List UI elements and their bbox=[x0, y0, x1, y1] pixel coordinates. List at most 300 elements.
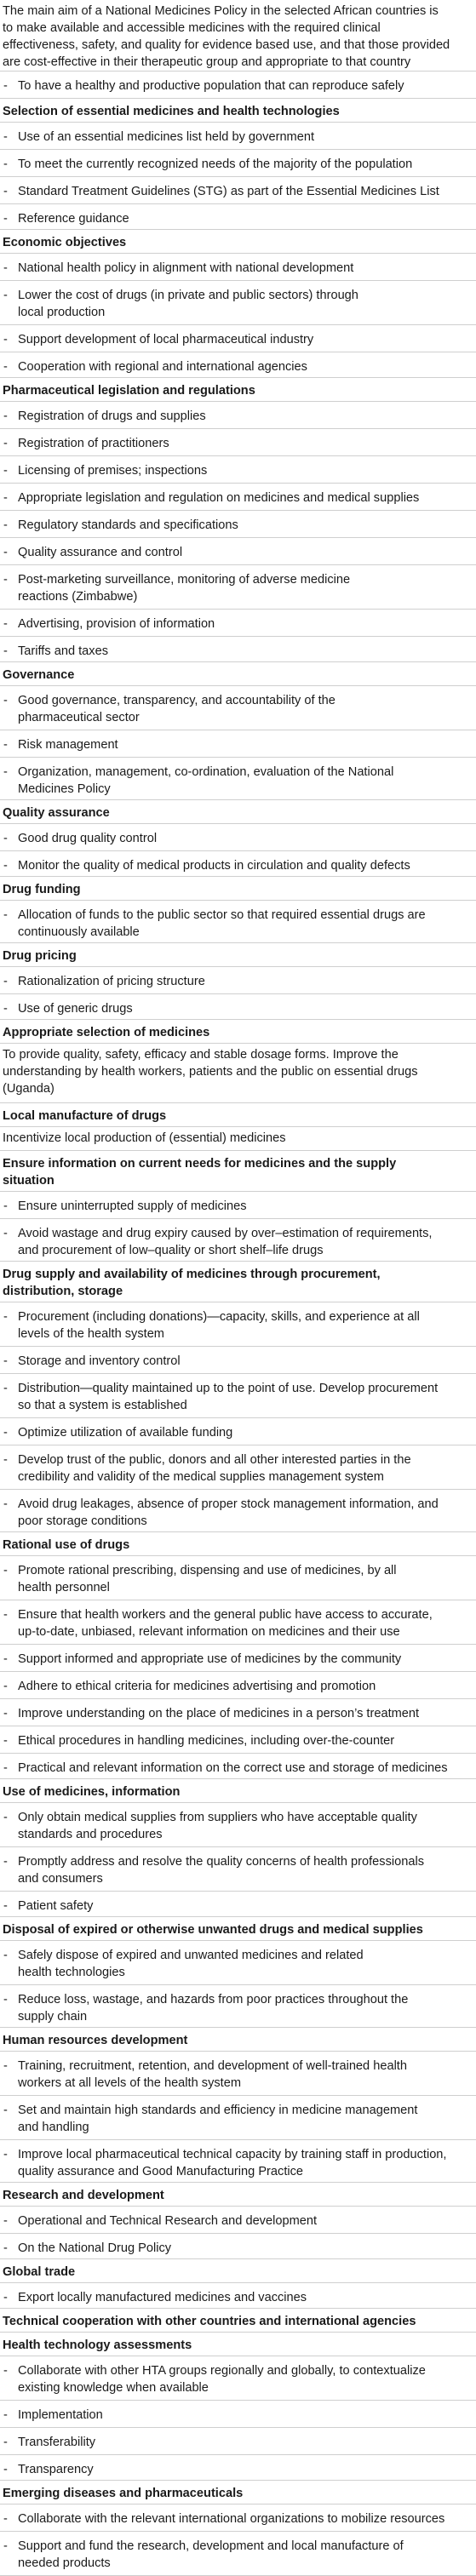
text-line: Operational and Technical Research and development bbox=[18, 2214, 318, 2228]
row-text bbox=[18, 2240, 171, 2257]
row-text bbox=[18, 210, 129, 227]
row-text bbox=[18, 287, 358, 321]
row-text bbox=[3, 1266, 381, 1300]
bullet-item bbox=[0, 150, 476, 177]
bullet-item bbox=[0, 484, 476, 511]
text-line: credibility and validity of the medical supplies management system bbox=[18, 1470, 384, 1484]
bullet-item bbox=[0, 1672, 476, 1699]
bullet-dash: - bbox=[3, 333, 8, 346]
text-line: To have a healthy and productive population that can reproduce safely bbox=[18, 79, 404, 93]
bullet-dash: - bbox=[3, 832, 8, 845]
section-heading bbox=[0, 99, 476, 123]
text-line: Health technology assessments bbox=[3, 2338, 192, 2352]
bullet-dash: - bbox=[3, 2291, 8, 2304]
row-text bbox=[3, 2485, 243, 2502]
text-line: Registration of drugs and supplies bbox=[18, 409, 206, 423]
text-line: continuously available bbox=[18, 925, 140, 939]
text-line: Drug supply and availability of medicines through procurement, bbox=[3, 1268, 381, 1281]
bullet-dash: - bbox=[3, 1564, 8, 1577]
text-line: Adhere to ethical criteria for medicines advertising and promotion bbox=[18, 1680, 376, 1693]
text-line: Risk management bbox=[18, 738, 118, 752]
bullet-item bbox=[0, 1847, 476, 1892]
row-text bbox=[18, 907, 426, 941]
bullet-dash: - bbox=[3, 2364, 8, 2378]
section-heading bbox=[0, 2028, 476, 2052]
text-line: Drug pricing bbox=[3, 949, 77, 963]
text-line: Regulatory standards and specifications bbox=[18, 518, 238, 532]
text-line: Use of generic drugs bbox=[18, 1002, 133, 1016]
text-line: and procurement of low–quality or short shelf–life drugs bbox=[18, 1244, 324, 1257]
row-text bbox=[3, 2264, 75, 2281]
bullet-dash: - bbox=[3, 1227, 8, 1240]
bullet-dash: - bbox=[3, 261, 8, 275]
text-line: existing knowledge when available bbox=[18, 2381, 209, 2395]
bullet-item bbox=[0, 72, 476, 99]
row-text bbox=[18, 973, 205, 990]
text-line: Avoid wastage and drug expiry caused by over–estimation of requirements, bbox=[18, 1227, 433, 1240]
text-line: Selection of essential medicines and health technologies bbox=[3, 105, 340, 118]
row-text bbox=[18, 571, 350, 605]
bullet-item bbox=[0, 2504, 476, 2532]
bullet-dash: - bbox=[3, 130, 8, 144]
row-text bbox=[18, 1424, 232, 1441]
bullet-item bbox=[0, 1699, 476, 1726]
row-text bbox=[3, 804, 110, 821]
text-line: Develop trust of the public, donors and all other interested parties in the bbox=[18, 1453, 411, 1467]
text-line: poor storage conditions bbox=[18, 1514, 147, 1528]
text-line: Good governance, transparency, and accountability of the bbox=[18, 694, 335, 707]
row-text bbox=[3, 1108, 166, 1125]
bullet-item bbox=[0, 325, 476, 352]
bullet-item bbox=[0, 901, 476, 943]
row-text bbox=[3, 234, 126, 251]
row-text bbox=[18, 1651, 401, 1668]
text-line: and handling bbox=[18, 2121, 89, 2134]
bullet-dash: - bbox=[3, 518, 8, 532]
text-line: Ensure uninterrupted supply of medicines bbox=[18, 1199, 247, 1213]
paragraph bbox=[0, 1044, 476, 1103]
text-line: To provide quality, safety, efficacy and stable dosage forms. Improve the bbox=[3, 1048, 399, 1062]
text-line: Improve local pharmaceutical technical capacity by training staff in production, bbox=[18, 2148, 447, 2161]
bullet-item bbox=[0, 1985, 476, 2028]
row-text bbox=[18, 544, 182, 561]
row-text bbox=[3, 881, 81, 898]
text-line: Use of medicines, information bbox=[3, 1785, 181, 1799]
text-line: Cooperation with regional and international agencies bbox=[18, 360, 307, 374]
bullet-dash: - bbox=[3, 644, 8, 658]
bullet-dash: - bbox=[3, 79, 8, 93]
bullet-item bbox=[0, 2140, 476, 2183]
bullet-item bbox=[0, 1490, 476, 1532]
text-line: Disposal of expired or otherwise unwanted drugs and medical supplies bbox=[3, 1923, 423, 1937]
bullet-dash: - bbox=[3, 617, 8, 631]
text-line: Promote rational prescribing, dispensing and use of medicines, by all bbox=[18, 1564, 397, 1577]
row-text bbox=[18, 615, 215, 633]
text-line: levels of the health system bbox=[18, 1327, 164, 1341]
bullet-dash: - bbox=[3, 2214, 8, 2228]
row-text bbox=[18, 2146, 446, 2180]
row-text bbox=[18, 1225, 432, 1259]
row-text bbox=[18, 331, 313, 348]
row-text bbox=[18, 489, 419, 507]
row-text bbox=[18, 1353, 181, 1370]
text-line: Ethical procedures in handling medicines, including over-the-counter bbox=[18, 1734, 395, 1748]
text-line: Ensure that health workers and the general public have access to accurate, bbox=[18, 1608, 433, 1622]
row-text bbox=[18, 2289, 307, 2306]
bullet-dash: - bbox=[3, 859, 8, 873]
text-line: Procurement (including donations)—capacity, skills, and experience at all bbox=[18, 1310, 420, 1324]
row-text bbox=[18, 1991, 408, 2025]
bullet-dash: - bbox=[3, 360, 8, 374]
bullet-item bbox=[0, 1445, 476, 1490]
bullet-dash: - bbox=[3, 2463, 8, 2476]
bullet-dash: - bbox=[3, 491, 8, 505]
text-line: reactions (Zimbabwe) bbox=[18, 590, 138, 604]
bullet-dash: - bbox=[3, 1652, 8, 1666]
text-line: supply chain bbox=[18, 2010, 88, 2024]
section-heading bbox=[0, 1779, 476, 1803]
bullet-item bbox=[0, 2096, 476, 2140]
bullet-dash: - bbox=[3, 1855, 8, 1869]
bullet-item bbox=[0, 686, 476, 730]
text-line: Post-marketing surveillance, monitoring of adverse medicine bbox=[18, 573, 351, 587]
bullet-item bbox=[0, 1892, 476, 1917]
section-heading bbox=[0, 378, 476, 402]
text-line: Transferability bbox=[18, 2436, 96, 2449]
text-line: Monitor the quality of medical products in circulation and quality defects bbox=[18, 859, 410, 873]
text-line: Improve understanding on the place of medicines in a person’s treatment bbox=[18, 1707, 420, 1720]
text-line: Incentivize local production of (essential) medicines bbox=[3, 1131, 286, 1145]
row-text bbox=[3, 1024, 209, 1041]
text-line: Quality assurance and control bbox=[18, 546, 183, 559]
row-text bbox=[3, 2187, 164, 2204]
text-line: Rational use of drugs bbox=[3, 1538, 130, 1552]
bullet-dash: - bbox=[3, 1899, 8, 1913]
text-line: Appropriate selection of medicines bbox=[3, 1026, 210, 1039]
bullet-dash: - bbox=[3, 212, 8, 226]
row-text bbox=[18, 1562, 397, 1596]
row-text bbox=[18, 1380, 438, 1414]
bullet-dash: - bbox=[3, 437, 8, 450]
row-text bbox=[18, 830, 157, 847]
bullet-dash: - bbox=[3, 2408, 8, 2422]
text-line: Support and fund the research, development and local manufacture of bbox=[18, 2539, 404, 2553]
text-line: Distribution—quality maintained up to the point of use. Develop procurement bbox=[18, 1382, 439, 1395]
row-text bbox=[18, 1000, 133, 1017]
bullet-item bbox=[0, 1302, 476, 1347]
bullet-item bbox=[0, 967, 476, 994]
section-heading bbox=[0, 943, 476, 967]
bullet-item bbox=[0, 1556, 476, 1600]
text-line: Collaborate with the relevant international organizations to mobilize resources bbox=[18, 2512, 445, 2526]
bullet-item bbox=[0, 994, 476, 1020]
row-text bbox=[18, 857, 410, 874]
text-line: up-to-date, unbiased, relevant information on medicines and their use bbox=[18, 1625, 400, 1639]
text-line: quality assurance and Good Manufacturing Practice bbox=[18, 2165, 304, 2178]
text-line: (Uganda) bbox=[3, 1082, 54, 1096]
paragraph bbox=[0, 0, 476, 72]
row-text bbox=[18, 1809, 417, 1843]
bullet-dash: - bbox=[3, 765, 8, 779]
row-text bbox=[18, 643, 108, 660]
row-text bbox=[3, 1046, 418, 1097]
text-line: Global trade bbox=[3, 2265, 76, 2279]
bullet-dash: - bbox=[3, 1608, 8, 1622]
bullet-dash: - bbox=[3, 2241, 8, 2255]
bullet-dash: - bbox=[3, 1002, 8, 1016]
text-line: Avoid drug leakages, absence of proper stock management information, and bbox=[18, 1497, 439, 1511]
bullet-dash: - bbox=[3, 1310, 8, 1324]
bullet-dash: - bbox=[3, 1354, 8, 1368]
text-line: Governance bbox=[3, 668, 75, 682]
text-line: Promptly address and resolve the quality concerns of health professionals bbox=[18, 1855, 424, 1869]
text-line: to make available and accessible medicines with the required clinical bbox=[3, 21, 381, 35]
bullet-item bbox=[0, 2532, 476, 2576]
text-line: Quality assurance bbox=[3, 806, 110, 820]
bullet-dash: - bbox=[3, 1497, 8, 1511]
text-line: Patient safety bbox=[18, 1899, 94, 1913]
row-text bbox=[18, 2212, 317, 2230]
text-line: and consumers bbox=[18, 1872, 103, 1886]
section-heading bbox=[0, 1103, 476, 1127]
text-line: Implementation bbox=[18, 2408, 103, 2422]
bullet-item bbox=[0, 1347, 476, 1374]
row-text bbox=[18, 435, 169, 452]
text-line: National health policy in alignment with national development bbox=[18, 261, 354, 275]
bullet-item bbox=[0, 2356, 476, 2401]
row-text bbox=[18, 736, 118, 753]
text-line: Only obtain medical supplies from suppliers who have acceptable quality bbox=[18, 1811, 417, 1824]
bullet-item bbox=[0, 730, 476, 758]
bullet-dash: - bbox=[3, 1993, 8, 2006]
section-heading bbox=[0, 1262, 476, 1302]
row-text bbox=[18, 1308, 420, 1342]
text-line: Good drug quality control bbox=[18, 832, 158, 845]
text-line: workers at all levels of the health system bbox=[18, 2076, 241, 2090]
section-heading bbox=[0, 2183, 476, 2207]
bullet-item bbox=[0, 1219, 476, 1262]
bullet-dash: - bbox=[3, 1949, 8, 1962]
text-line: Registration of practitioners bbox=[18, 437, 169, 450]
row-text bbox=[18, 2538, 404, 2572]
row-text bbox=[18, 1496, 439, 1530]
bullet-dash: - bbox=[3, 409, 8, 423]
text-line: Pharmaceutical legislation and regulations bbox=[3, 384, 255, 398]
row-text bbox=[3, 667, 74, 684]
row-text bbox=[18, 2058, 407, 2092]
text-line: Safely dispose of expired and unwanted medicines and related bbox=[18, 1949, 364, 1962]
text-line: Tariffs and taxes bbox=[18, 644, 108, 658]
row-text bbox=[3, 1155, 396, 1189]
text-line: Optimize utilization of available funding bbox=[18, 1426, 233, 1440]
text-line: so that a system is established bbox=[18, 1399, 187, 1412]
section-heading bbox=[0, 1020, 476, 1044]
bullet-item bbox=[0, 1600, 476, 1645]
bullet-item bbox=[0, 254, 476, 281]
text-line: needed products bbox=[18, 2556, 111, 2570]
text-line: health personnel bbox=[18, 1581, 110, 1594]
section-heading bbox=[0, 877, 476, 901]
text-line: Storage and inventory control bbox=[18, 1354, 181, 1368]
row-text bbox=[18, 764, 393, 798]
bullet-dash: - bbox=[3, 908, 8, 922]
bullet-item bbox=[0, 1374, 476, 1418]
row-text bbox=[18, 1198, 247, 1215]
text-line: Lower the cost of drugs (in private and public sectors) through bbox=[18, 289, 358, 302]
bullet-item bbox=[0, 2283, 476, 2309]
text-line: Organization, management, co-ordination, evaluation of the National bbox=[18, 765, 394, 779]
text-line: Reduce loss, wastage, and hazards from poor practices throughout the bbox=[18, 1993, 409, 2006]
bullet-item bbox=[0, 429, 476, 456]
row-text bbox=[3, 2337, 192, 2354]
bullet-item bbox=[0, 2428, 476, 2455]
bullet-dash: - bbox=[3, 1426, 8, 1440]
row-text bbox=[3, 103, 340, 120]
bullet-dash: - bbox=[3, 1761, 8, 1775]
row-text bbox=[3, 947, 77, 965]
text-line: Advertising, provision of information bbox=[18, 617, 215, 631]
section-heading bbox=[0, 2259, 476, 2283]
bullet-item bbox=[0, 511, 476, 538]
bullet-dash: - bbox=[3, 1680, 8, 1693]
bullet-item bbox=[0, 1418, 476, 1445]
section-heading bbox=[0, 1532, 476, 1556]
bullet-item bbox=[0, 2052, 476, 2096]
paragraph bbox=[0, 1127, 476, 1151]
bullet-dash: - bbox=[3, 289, 8, 302]
row-text bbox=[18, 408, 206, 425]
text-line: effectiveness, safety, and quality for evidence based use, and that those provided bbox=[3, 38, 450, 52]
row-text bbox=[18, 2362, 426, 2396]
section-heading bbox=[0, 662, 476, 686]
text-line: On the National Drug Policy bbox=[18, 2241, 172, 2255]
text-line: Medicines Policy bbox=[18, 782, 111, 796]
section-heading bbox=[0, 800, 476, 824]
bullet-item bbox=[0, 123, 476, 150]
text-line: Support development of local pharmaceutical industry bbox=[18, 333, 314, 346]
text-line: Economic objectives bbox=[3, 236, 127, 249]
section-heading bbox=[0, 1917, 476, 1941]
bullet-dash: - bbox=[3, 2059, 8, 2073]
bullet-dash: - bbox=[3, 2148, 8, 2161]
row-text bbox=[3, 1130, 286, 1147]
row-text bbox=[3, 2313, 416, 2330]
bullet-dash: - bbox=[3, 573, 8, 587]
bullet-item bbox=[0, 1726, 476, 1754]
row-text bbox=[3, 1921, 423, 1938]
bullet-item bbox=[0, 851, 476, 877]
bullet-dash: - bbox=[3, 2436, 8, 2449]
text-line: Rationalization of pricing structure bbox=[18, 975, 205, 988]
row-text bbox=[18, 129, 314, 146]
text-line: health technologies bbox=[18, 1966, 125, 1979]
section-heading bbox=[0, 2333, 476, 2356]
row-text bbox=[3, 2032, 187, 2049]
bullet-item bbox=[0, 2234, 476, 2259]
text-line: Transparency bbox=[18, 2463, 94, 2476]
bullet-item bbox=[0, 1645, 476, 1672]
text-line: Training, recruitment, retention, and development of well-trained health bbox=[18, 2059, 407, 2073]
row-text bbox=[18, 1678, 376, 1695]
bullet-dash: - bbox=[3, 975, 8, 988]
row-text bbox=[3, 1537, 129, 1554]
row-text bbox=[18, 1705, 419, 1722]
bullet-item bbox=[0, 2455, 476, 2481]
bullet-dash: - bbox=[3, 694, 8, 707]
bullet-dash: - bbox=[3, 464, 8, 478]
bullet-item bbox=[0, 352, 476, 378]
bullet-item bbox=[0, 610, 476, 637]
text-line: Human resources development bbox=[3, 2034, 188, 2047]
text-line: The main aim of a National Medicines Policy in the selected African countries is bbox=[3, 4, 439, 18]
text-line: Licensing of premises; inspections bbox=[18, 464, 208, 478]
row-text bbox=[18, 462, 207, 479]
text-line: local production bbox=[18, 306, 106, 319]
bullet-dash: - bbox=[3, 1811, 8, 1824]
row-text bbox=[18, 692, 335, 726]
text-line: Support informed and appropriate use of medicines by the community bbox=[18, 1652, 402, 1666]
bullet-item bbox=[0, 2401, 476, 2428]
row-text bbox=[18, 2434, 95, 2451]
bullet-dash: - bbox=[3, 1707, 8, 1720]
bullet-item bbox=[0, 1803, 476, 1847]
bullet-dash: - bbox=[3, 157, 8, 171]
bullet-item bbox=[0, 758, 476, 800]
row-text bbox=[18, 1898, 93, 1915]
row-text bbox=[18, 260, 353, 277]
section-heading bbox=[0, 2481, 476, 2504]
bullet-item bbox=[0, 281, 476, 325]
bullet-dash: - bbox=[3, 185, 8, 198]
text-line: Ensure information on current needs for medicines and the supply bbox=[3, 1157, 397, 1171]
bullet-item bbox=[0, 1754, 476, 1779]
text-line: Collaborate with other HTA groups regionally and globally, to contextualize bbox=[18, 2364, 426, 2378]
text-line: To meet the currently recognized needs of the majority of the population bbox=[18, 157, 413, 171]
text-line: Appropriate legislation and regulation on medicines and medical supplies bbox=[18, 491, 420, 505]
text-line: Standard Treatment Guidelines (STG) as part of the Essential Medicines List bbox=[18, 185, 439, 198]
text-line: Technical cooperation with other countries and international agencies bbox=[3, 2315, 416, 2328]
bullet-item bbox=[0, 1192, 476, 1219]
bullet-item bbox=[0, 177, 476, 204]
row-text bbox=[18, 1451, 411, 1485]
text-line: understanding by health workers, patients and the public on essential drugs bbox=[3, 1065, 418, 1079]
row-text bbox=[3, 3, 450, 71]
bullet-dash: - bbox=[3, 1382, 8, 1395]
section-heading bbox=[0, 1151, 476, 1192]
row-text bbox=[18, 156, 412, 173]
bullet-dash: - bbox=[3, 546, 8, 559]
bullet-dash: - bbox=[3, 1734, 8, 1748]
bullet-item bbox=[0, 1941, 476, 1985]
row-text bbox=[18, 1853, 424, 1887]
section-heading bbox=[0, 2309, 476, 2333]
row-text bbox=[18, 1760, 448, 1777]
section-heading bbox=[0, 230, 476, 254]
row-text bbox=[18, 1732, 394, 1749]
row-text bbox=[18, 2102, 417, 2136]
row-text bbox=[3, 382, 255, 399]
bullet-item bbox=[0, 637, 476, 662]
text-line: pharmaceutical sector bbox=[18, 711, 140, 724]
text-line: Allocation of funds to the public sector so that required essential drugs are bbox=[18, 908, 426, 922]
bullet-dash: - bbox=[3, 2539, 8, 2553]
text-line: situation bbox=[3, 1174, 54, 1188]
bullet-item bbox=[0, 402, 476, 429]
text-line: Emerging diseases and pharmaceuticals bbox=[3, 2487, 244, 2500]
bullet-dash: - bbox=[3, 738, 8, 752]
bullet-item bbox=[0, 824, 476, 851]
row-text bbox=[18, 2510, 444, 2527]
